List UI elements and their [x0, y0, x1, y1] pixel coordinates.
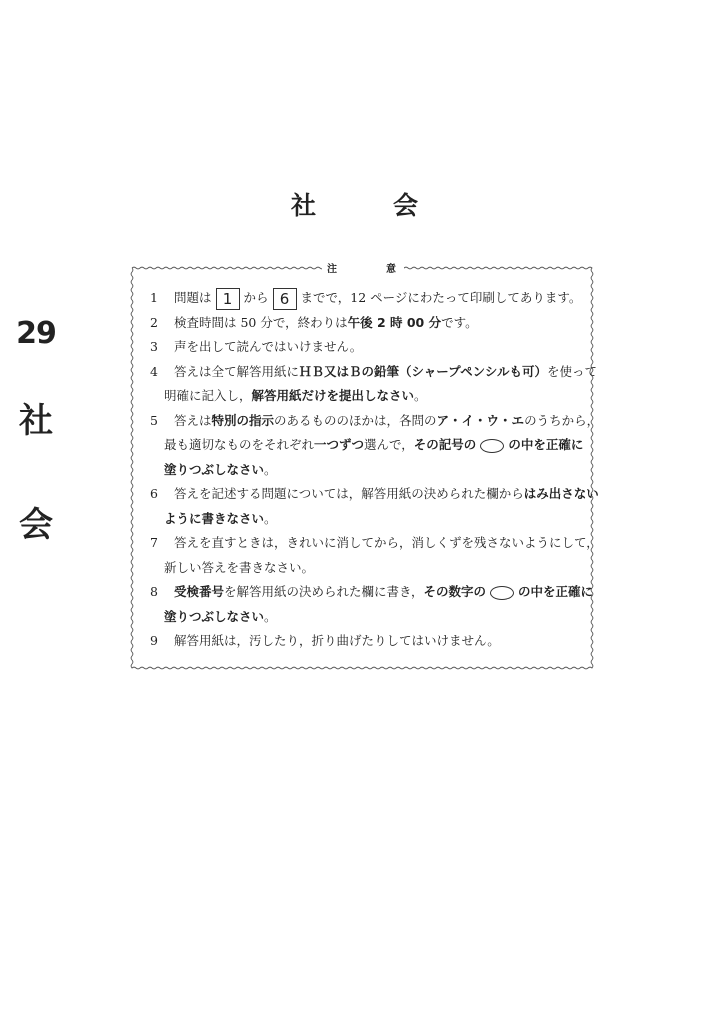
item-number: 5 [150, 412, 158, 428]
item-number: 2 [150, 314, 158, 330]
item-text: 。 [264, 608, 277, 624]
item-number: 9 [150, 633, 158, 648]
notice-list [150, 286, 600, 654]
item-emphasis: その数字の [423, 584, 487, 599]
item-emphasis: ア・イ・ウ・エ [436, 412, 525, 428]
item-text: 答えは [174, 412, 212, 428]
item-text: 声を出して読んではいけません。 [174, 339, 363, 354]
side-subject-char-2: 会 [19, 505, 53, 545]
item-text: です。 [441, 314, 478, 330]
notice-heading [322, 260, 404, 274]
item-text: のあるもののほかは，各問の [274, 412, 437, 428]
item-text: 検査時間は 50 分で，終わりは [174, 314, 348, 330]
item-text: 解答用紙は，汚したり，折り曲げたりしてはいけません。 [174, 633, 500, 648]
item-emphasis: 受検番号 [174, 584, 225, 599]
item-text: 問題は [174, 290, 212, 305]
notice-item-6 [150, 482, 599, 531]
item-emphasis: 解答用紙だけを提出しなさい [251, 388, 415, 403]
notice-item-4 [150, 360, 598, 409]
item-text: 答えは全て解答用紙に [174, 363, 300, 379]
item-emphasis: 一つずつ [314, 437, 365, 452]
item-text: 新しい答えを書きなさい。 [164, 559, 315, 575]
item-text: までで，12 ページにわたって印刷してあります。 [300, 290, 582, 305]
item-emphasis: その記号の [413, 437, 477, 452]
item-emphasis: 特別の指示 [211, 412, 275, 428]
last-question-box: 6 [273, 288, 297, 310]
item-emphasis: ように書きなさい [164, 510, 265, 526]
item-number: 1 [150, 290, 158, 305]
item-text: 。 [264, 461, 277, 477]
notice-item-8 [150, 580, 594, 629]
item-number: 4 [150, 363, 158, 379]
item-text: 明確に記入し， [164, 388, 252, 403]
item-text: 最も適切なものをそれぞれ [164, 437, 315, 452]
notice-heading-char-2: 意 [386, 264, 396, 275]
item-number: 6 [150, 486, 158, 501]
notice-item-2 [150, 311, 585, 336]
title-char-2: 会 [393, 191, 419, 220]
item-text: を使って [547, 363, 598, 379]
item-emphasis: 塗りつぶしなさい [164, 461, 265, 477]
title-char-1: 社 [291, 191, 317, 220]
item-text: 。 [414, 388, 427, 403]
notice-item-9 [150, 629, 585, 654]
item-emphasis: 塗りつぶしなさい [164, 608, 265, 624]
side-subject-char-1: 社 [19, 401, 53, 441]
item-number: 8 [150, 584, 158, 599]
item-number: 3 [150, 339, 158, 354]
item-emphasis: の中を正確に [508, 437, 584, 452]
item-text: のうちから， [524, 412, 600, 428]
side-subject-number: 29 [16, 316, 56, 351]
item-number: 7 [150, 535, 158, 550]
first-question-box: 1 [216, 288, 240, 310]
answer-oval-icon [480, 439, 504, 453]
notice-item-1 [150, 286, 585, 311]
notice-heading-char-1: 注 [327, 264, 337, 275]
item-text: 答えを記述する問題については，解答用紙の決められた欄から [174, 486, 524, 501]
number-oval-icon [490, 586, 514, 600]
page-title [291, 186, 418, 222]
item-text: 選んで， [364, 437, 414, 452]
item-emphasis: 午後 2 時 00 分 [347, 314, 442, 330]
item-emphasis: の中を正確に [518, 584, 594, 599]
item-text: 。 [264, 510, 277, 526]
item-text: 答えを直すときは，きれいに消してから，消しくずを残さないようにして， [174, 535, 599, 550]
notice-item-3 [150, 335, 585, 360]
item-text: を解答用紙の決められた欄に書き， [224, 584, 424, 599]
notice-item-7 [150, 531, 599, 580]
notice-item-5 [150, 409, 600, 483]
item-text: から [243, 290, 269, 305]
item-emphasis: はみ出さない [523, 486, 599, 501]
item-emphasis: ＨＢ又はＢの鉛筆（シャープペンシルも可） [299, 363, 548, 379]
